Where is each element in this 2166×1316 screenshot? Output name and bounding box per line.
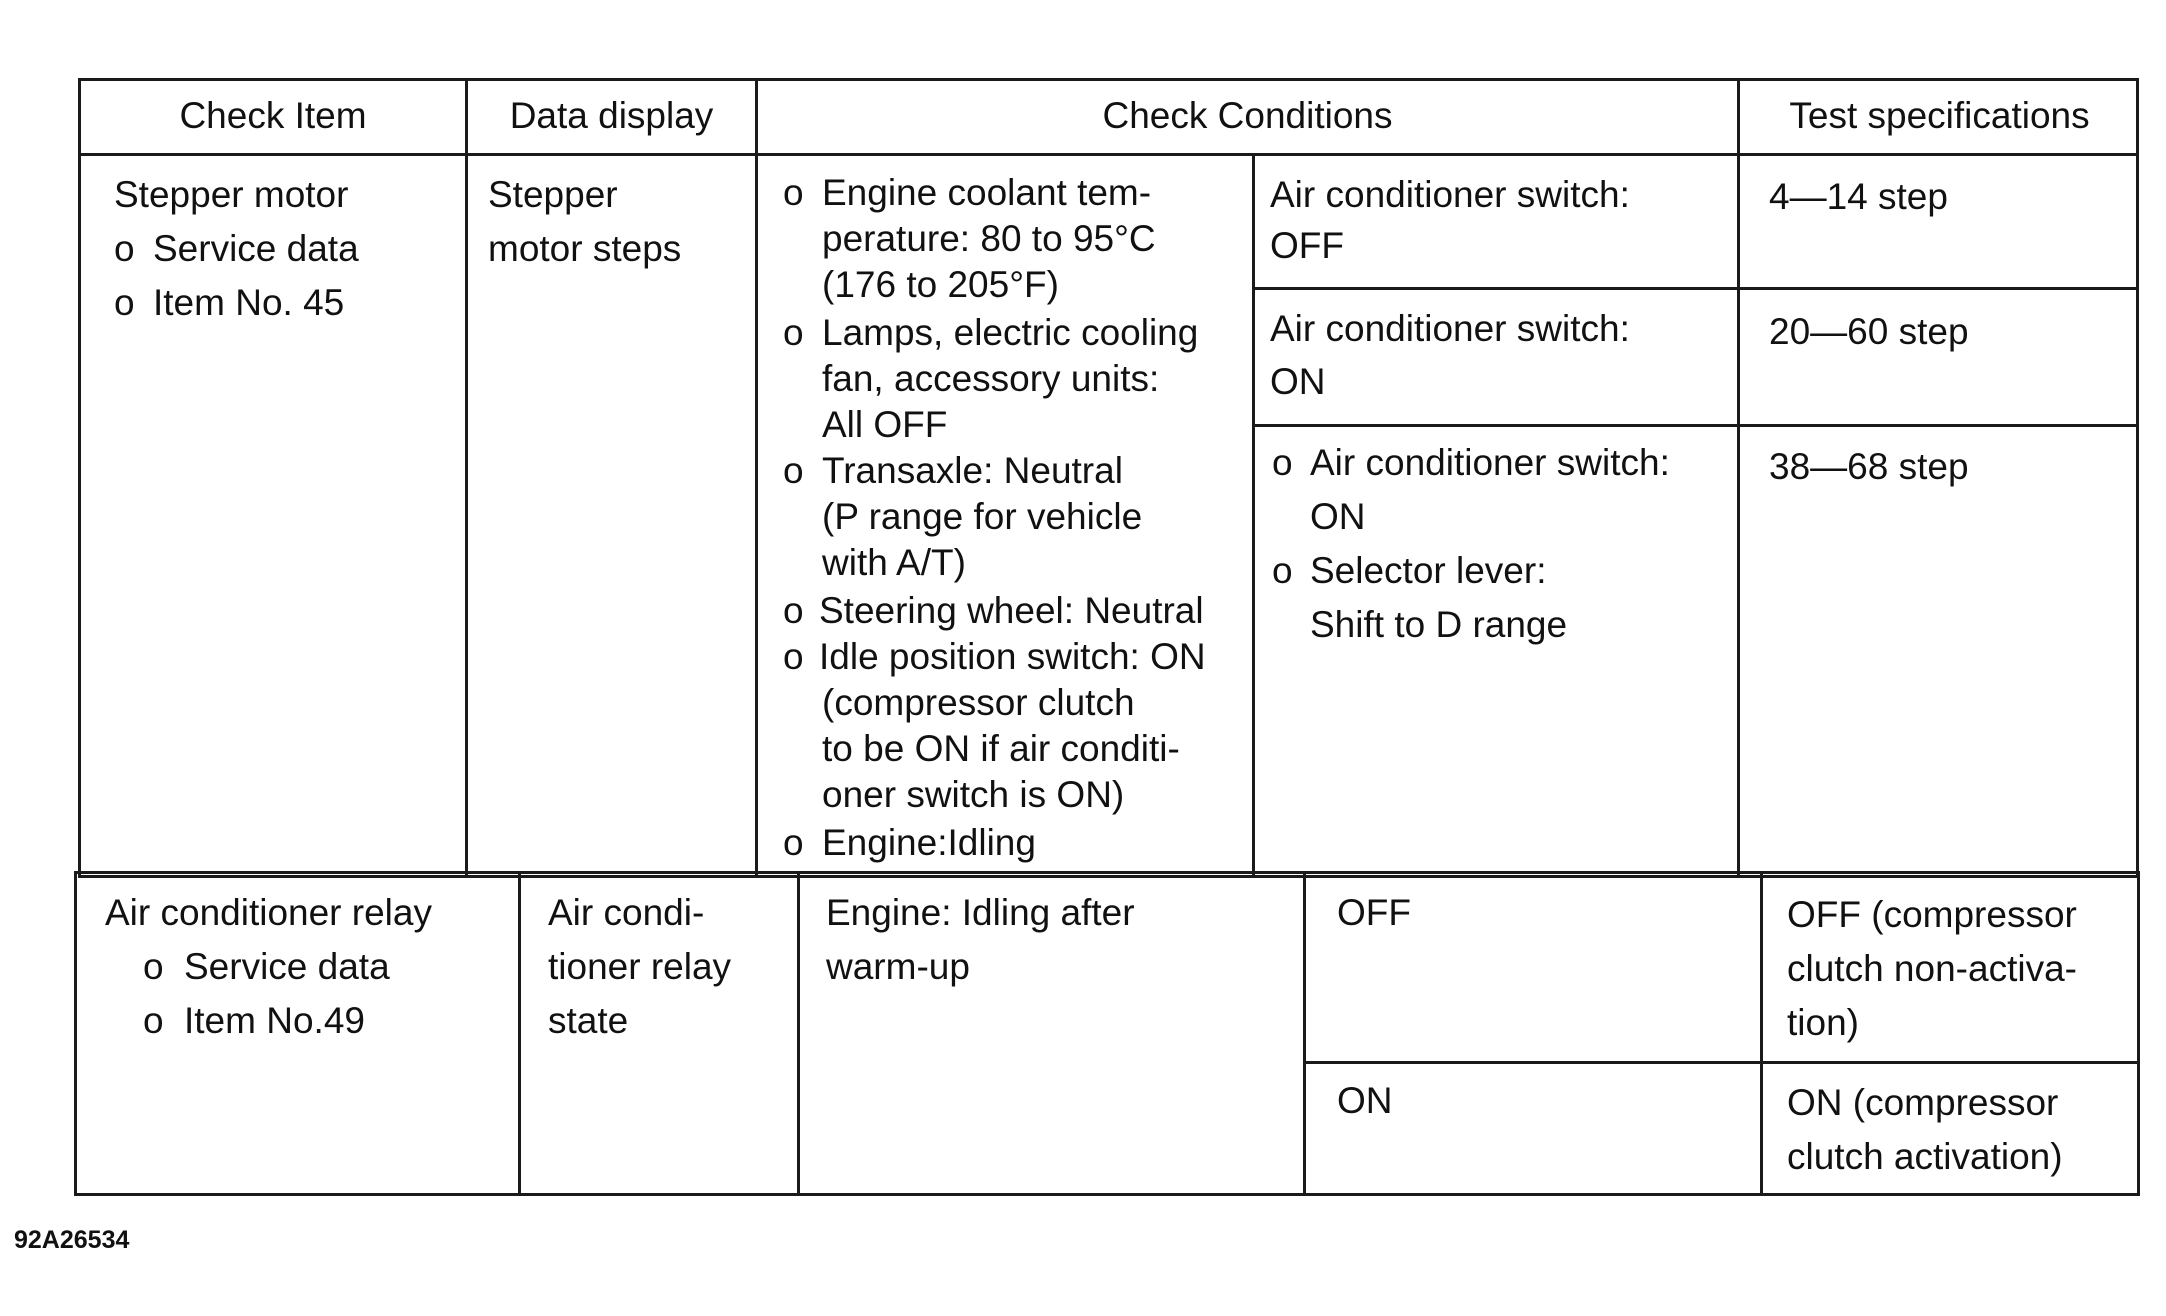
row1-cond-line: to be ON if air conditi- [822, 728, 1180, 769]
row2-condition-l2: warm-up [826, 946, 970, 987]
lower-col-divider-2 [797, 871, 800, 1196]
row1-cond-line: Engine:Idling [822, 822, 1036, 863]
row2-spec-on-l2: clutch activation) [1787, 1136, 2063, 1177]
row2-spec-off-l1: OFF (compressor [1787, 894, 2077, 935]
lower-col-divider-1 [518, 871, 521, 1196]
row1-cond-line: All OFF [822, 404, 948, 445]
subrow-divider-2 [1252, 424, 2139, 427]
row2-check-item-bullet-1: o [143, 946, 164, 987]
row1-cond-line: (compressor clutch [822, 682, 1135, 723]
header-check-conditions: Check Conditions [1102, 95, 1393, 136]
lower-col-divider-3 [1303, 871, 1306, 1196]
row1-check-item-bullet-1: o [114, 228, 135, 269]
col-divider-3 [1252, 153, 1255, 878]
row1-subcond-c-line: Selector lever: [1310, 550, 1547, 591]
row1-check-item-title: Stepper motor [114, 174, 349, 215]
row1-spec-a: 4—14 step [1769, 176, 1948, 217]
row1-data-display-l2: motor steps [488, 228, 682, 269]
col-divider-2 [755, 78, 758, 878]
row1-cond-line: (P range for vehicle [822, 496, 1143, 537]
row1-cond-line: oner switch is ON) [822, 774, 1125, 815]
row1-cond-bullet-4: o [783, 590, 804, 631]
lower-subrow-divider [1303, 1061, 2140, 1064]
col-divider-1 [465, 78, 468, 878]
row1-cond-bullet-5: o [783, 636, 804, 677]
row1-check-item-sub2: Item No. 45 [153, 282, 345, 323]
header-check-item: Check Item [179, 95, 367, 136]
row1-subcond-c-line: Air conditioner switch: [1310, 442, 1670, 483]
row1-subcond-c-bullet-1: o [1272, 442, 1293, 483]
row1-cond-line: with A/T) [822, 542, 966, 583]
row1-subcond-b-l2: ON [1270, 361, 1326, 402]
figure-code: 92A26534 [14, 1226, 130, 1254]
subrow-divider-1 [1252, 287, 2139, 290]
row1-data-display-l1: Stepper [488, 174, 618, 215]
row1-cond-line: Engine coolant tem- [822, 172, 1152, 213]
row1-subcond-b-l1: Air conditioner switch: [1270, 308, 1630, 349]
row1-subcond-c-bullet-2: o [1272, 550, 1293, 591]
row2-check-item-sub1: Service data [184, 946, 390, 987]
row2-check-item-bullet-2: o [143, 1000, 164, 1041]
row2-check-item-sub2: Item No.49 [184, 1000, 365, 1041]
row2-state-off: OFF [1337, 892, 1411, 933]
header-test-specifications: Test specifications [1789, 95, 2090, 136]
row1-subcond-a-l1: Air conditioner switch: [1270, 174, 1630, 215]
row1-cond-line: Steering wheel: Neutral [819, 590, 1204, 631]
col-divider-4 [1737, 78, 1740, 878]
row2-data-display-l2: tioner relay [548, 946, 732, 987]
row1-subcond-c-line: ON [1310, 496, 1366, 537]
header-divider [78, 153, 2139, 156]
row1-subcond-c-line: Shift to D range [1310, 604, 1568, 645]
row1-spec-b: 20—60 step [1769, 311, 1969, 352]
row1-cond-bullet-6: o [783, 822, 804, 863]
row2-spec-off-l3: tion) [1787, 1002, 1859, 1043]
row1-subcond-a-l2: OFF [1270, 225, 1344, 266]
row2-spec-off-l2: clutch non-activa- [1787, 948, 2077, 989]
row1-cond-line: (176 to 205°F) [822, 264, 1059, 305]
lower-col-divider-4 [1760, 871, 1763, 1196]
row1-cond-line: Idle position switch: ON [819, 636, 1206, 677]
row2-check-item-title: Air conditioner relay [105, 892, 432, 933]
row1-check-item-bullet-2: o [114, 282, 135, 323]
row1-cond-line: Transaxle: Neutral [822, 450, 1123, 491]
row2-data-display-l3: state [548, 1000, 629, 1041]
header-data-display: Data display [509, 95, 714, 136]
row2-data-display-l1: Air condi- [548, 892, 705, 933]
row1-spec-c: 38—68 step [1769, 446, 1969, 487]
row1-cond-line: Lamps, electric cooling [822, 312, 1199, 353]
row2-state-on: ON [1337, 1080, 1393, 1121]
row1-cond-bullet-1: o [783, 172, 804, 213]
row1-cond-bullet-2: o [783, 312, 804, 353]
row2-spec-on-l1: ON (compressor [1787, 1082, 2059, 1123]
row2-condition-l1: Engine: Idling after [826, 892, 1135, 933]
row1-check-item-sub1: Service data [153, 228, 359, 269]
row1-cond-bullet-3: o [783, 450, 804, 491]
row1-cond-line: perature: 80 to 95°C [822, 218, 1156, 259]
row1-cond-line: fan, accessory units: [822, 358, 1160, 399]
